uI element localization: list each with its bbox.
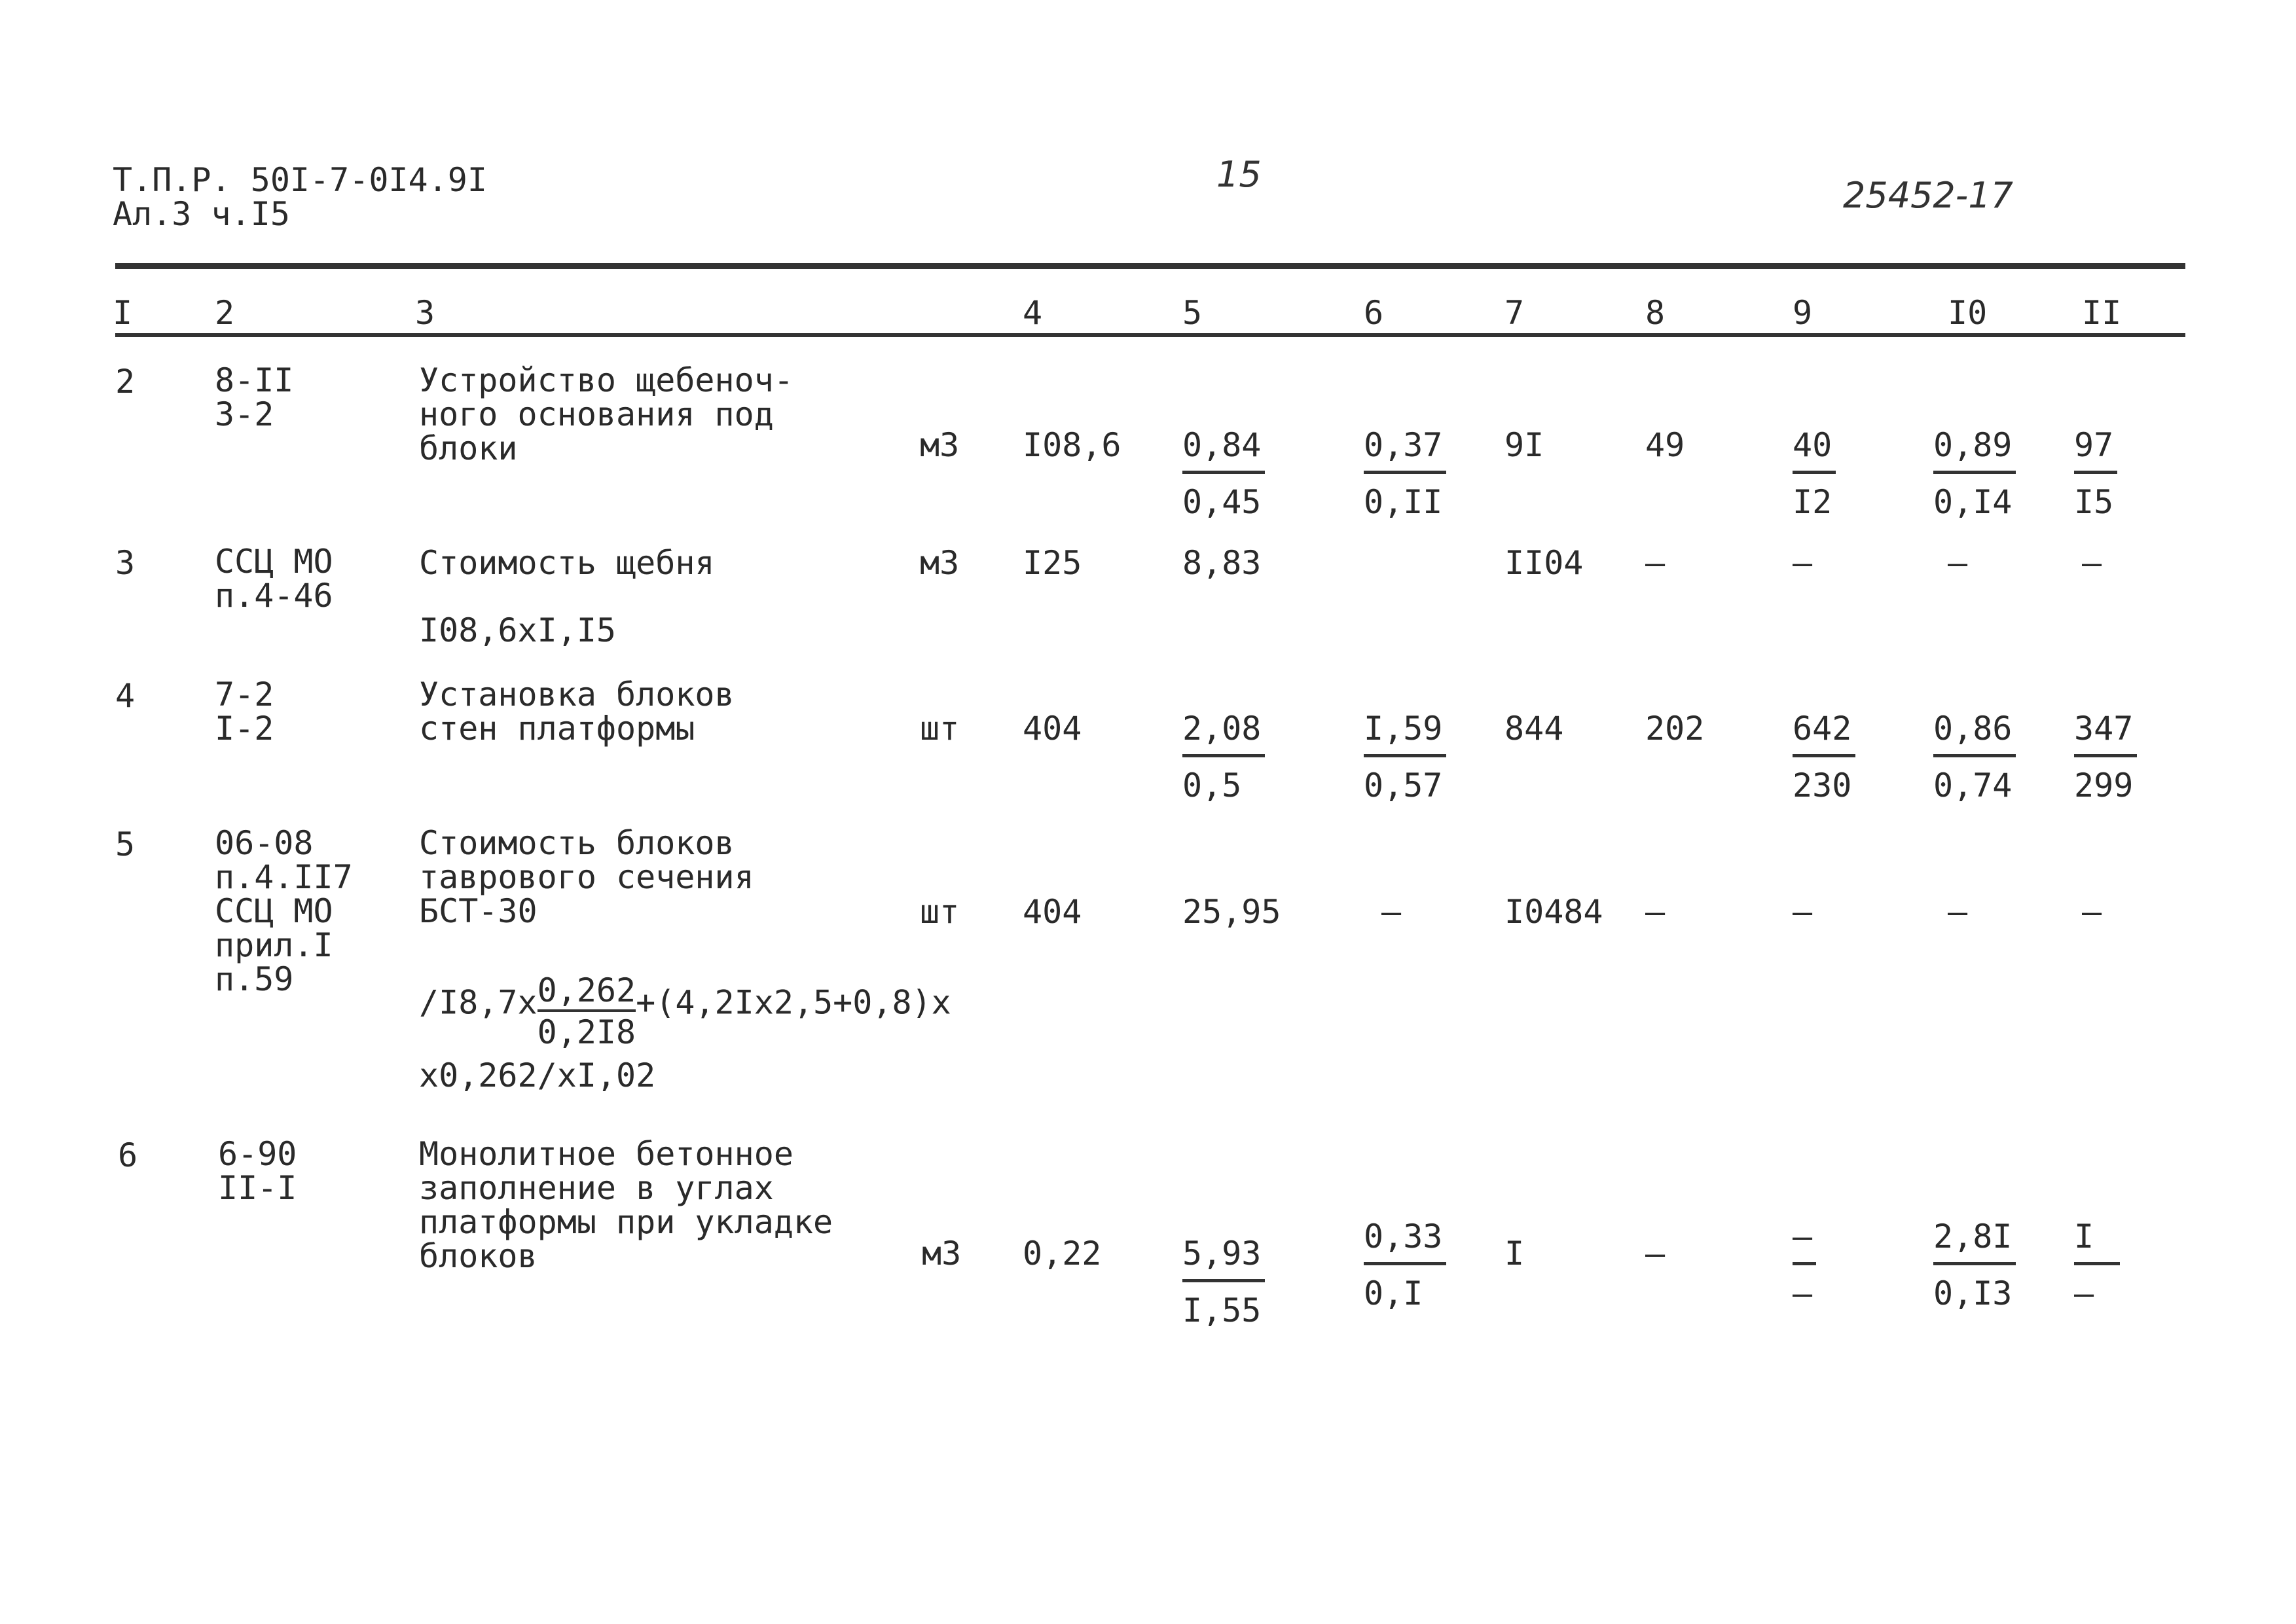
fraction-bottom: – xyxy=(2074,1274,2094,1312)
cost-fraction xyxy=(1182,712,1265,802)
labor-fraction xyxy=(1933,1220,2016,1310)
fraction-bottom: 0,57 xyxy=(1364,767,1443,804)
work-name: Стоимость блоков таврового сечения БСТ-30 xyxy=(419,824,754,930)
fraction-top: 642 xyxy=(1793,712,1855,757)
dash: – xyxy=(1645,1235,1666,1272)
fraction-top: I xyxy=(2074,1220,2120,1265)
fraction-bottom: I2 xyxy=(1793,483,1832,521)
fraction-bottom: 0,45 xyxy=(1182,483,1262,521)
column-header: 9 xyxy=(1793,294,1813,332)
top-rule xyxy=(115,263,2185,269)
fraction-bottom: I5 xyxy=(2074,483,2114,521)
fraction-top: 0,84 xyxy=(1182,429,1265,474)
fraction-top: 0,37 xyxy=(1364,429,1446,474)
fraction-top: 40 xyxy=(1793,429,1836,474)
total-cost: 9I xyxy=(1504,426,1544,464)
dash: – xyxy=(1645,893,1666,931)
fraction-bottom: 0,I4 xyxy=(1933,483,2013,521)
column-header: I xyxy=(113,294,133,332)
column-header: 2 xyxy=(215,294,235,332)
fraction-bottom: I,55 xyxy=(1182,1291,1262,1329)
unit: м3 xyxy=(920,544,960,582)
total-cost: 49 xyxy=(1645,426,1685,464)
fraction-top: I,59 xyxy=(1364,712,1446,757)
work-name: Монолитное бетонное заполнение в углах платформы при укладке блоков xyxy=(419,1135,833,1275)
calculation-line-2: х0,262/хI,02 xyxy=(419,1056,656,1094)
column-header: 4 xyxy=(1023,294,1043,332)
work-name: Устройство щебеноч- ного основания под блоки xyxy=(419,361,793,467)
quantity: 404 xyxy=(1023,710,1082,748)
fraction-top: 2,08 xyxy=(1182,712,1265,757)
column-header: 5 xyxy=(1182,294,1203,332)
cost-fraction xyxy=(1364,1220,1446,1310)
total-cost: 844 xyxy=(1504,710,1564,748)
cost-fraction xyxy=(1182,426,1265,521)
cost-fraction xyxy=(1364,712,1446,802)
fraction-top: 347 xyxy=(2074,712,2137,757)
cost-fraction xyxy=(1182,1237,1265,1327)
fraction-bottom: 299 xyxy=(2074,767,2134,804)
row-number: 6 xyxy=(118,1136,138,1174)
norm-code: 8-II 3-2 xyxy=(215,361,294,433)
column-header: 7 xyxy=(1504,294,1525,332)
calc-suffix: +(4,2Iх2,5+0,8)х xyxy=(636,983,951,1022)
labor-fraction xyxy=(1933,426,2016,521)
column-header: 3 xyxy=(415,294,435,332)
unit-cost: 8,83 xyxy=(1182,544,1262,582)
fraction-top: 0,89 xyxy=(1933,429,2016,474)
total-cost: I0484 xyxy=(1504,893,1603,931)
column-header: 8 xyxy=(1645,294,1666,332)
fraction-bottom: 0,II xyxy=(1364,483,1443,521)
dash: – xyxy=(2082,544,2102,582)
dash: – xyxy=(1645,544,1666,582)
fraction-bottom: 0,I xyxy=(1364,1274,1423,1312)
dash: – xyxy=(2082,893,2102,931)
fraction-top: 5,93 xyxy=(1182,1237,1265,1282)
fraction-top: 0,86 xyxy=(1933,712,2016,757)
document-code: Т.П.Р. 50I-7-0I4.9I xyxy=(113,161,487,199)
total-cost: I xyxy=(1504,1235,1525,1272)
dash: – xyxy=(1948,544,1968,582)
fraction-bottom: 0,I3 xyxy=(1933,1274,2013,1312)
album-part: Ал.3 ч.I5 xyxy=(113,195,290,233)
total-cost: 202 xyxy=(1645,710,1705,748)
archive-number: 25452-17 xyxy=(1843,175,2013,216)
row-number: 3 xyxy=(115,544,136,582)
labor-fraction xyxy=(2074,426,2117,521)
cost-fraction xyxy=(1793,712,1855,802)
cost-fraction xyxy=(1364,426,1446,521)
unit: м3 xyxy=(920,426,960,464)
norm-code: 06-08 п.4.II7 ССЦ МО прил.I п.59 xyxy=(215,824,353,998)
fraction-bottom: 0,2I8 xyxy=(537,1013,636,1051)
calculation: I08,6хI,I5 xyxy=(419,611,617,649)
column-header-rule xyxy=(115,333,2185,337)
fraction-bottom: 0,5 xyxy=(1182,767,1242,804)
calc-fraction xyxy=(537,971,636,1051)
norm-code: ССЦ МО п.4-46 xyxy=(215,543,333,615)
quantity: I25 xyxy=(1023,544,1082,582)
norm-code: 7-2 I-2 xyxy=(215,676,274,748)
unit: м3 xyxy=(922,1235,962,1272)
cost-fraction xyxy=(1793,1220,1816,1310)
unit-cost: 25,95 xyxy=(1182,893,1281,931)
norm-code: 6-90 II-I xyxy=(218,1135,297,1207)
fraction-bottom: 230 xyxy=(1793,767,1852,804)
fraction-top: 97 xyxy=(2074,429,2117,474)
fraction-bottom: 0,74 xyxy=(1933,767,2013,804)
fraction-top: 2,8I xyxy=(1933,1220,2016,1265)
unit: шт xyxy=(920,893,960,931)
row-number: 5 xyxy=(115,825,136,863)
column-header: I0 xyxy=(1948,294,1988,332)
unit: шт xyxy=(920,710,960,748)
fraction-bottom: – xyxy=(1793,1274,1813,1312)
fraction-top: 0,33 xyxy=(1364,1220,1446,1265)
work-name: Стоимость щебня xyxy=(419,544,715,582)
dash: – xyxy=(1948,893,1968,931)
column-header: II xyxy=(2082,294,2122,332)
calculation xyxy=(419,967,951,1051)
fraction-top: 0,262 xyxy=(538,974,636,1012)
row-number: 4 xyxy=(115,677,136,715)
labor-fraction xyxy=(1933,712,2016,802)
row-number: 2 xyxy=(115,363,136,401)
column-header: 6 xyxy=(1364,294,1384,332)
labor-fraction xyxy=(2074,712,2137,802)
total-cost: II04 xyxy=(1504,544,1584,582)
dash: – xyxy=(1381,893,1402,931)
dash: – xyxy=(1793,544,1813,582)
page-number: 15 xyxy=(1216,154,1262,195)
quantity: 0,22 xyxy=(1023,1235,1102,1272)
work-name: Установка блоков стен платформы xyxy=(419,676,735,748)
quantity: 404 xyxy=(1023,893,1082,931)
cost-fraction xyxy=(1793,426,1836,521)
labor-fraction xyxy=(2074,1220,2120,1310)
dash: – xyxy=(1793,893,1813,931)
calc-prefix: /I8,7х xyxy=(419,983,538,1022)
fraction-top: – xyxy=(1793,1220,1816,1265)
quantity: I08,6 xyxy=(1023,426,1121,464)
